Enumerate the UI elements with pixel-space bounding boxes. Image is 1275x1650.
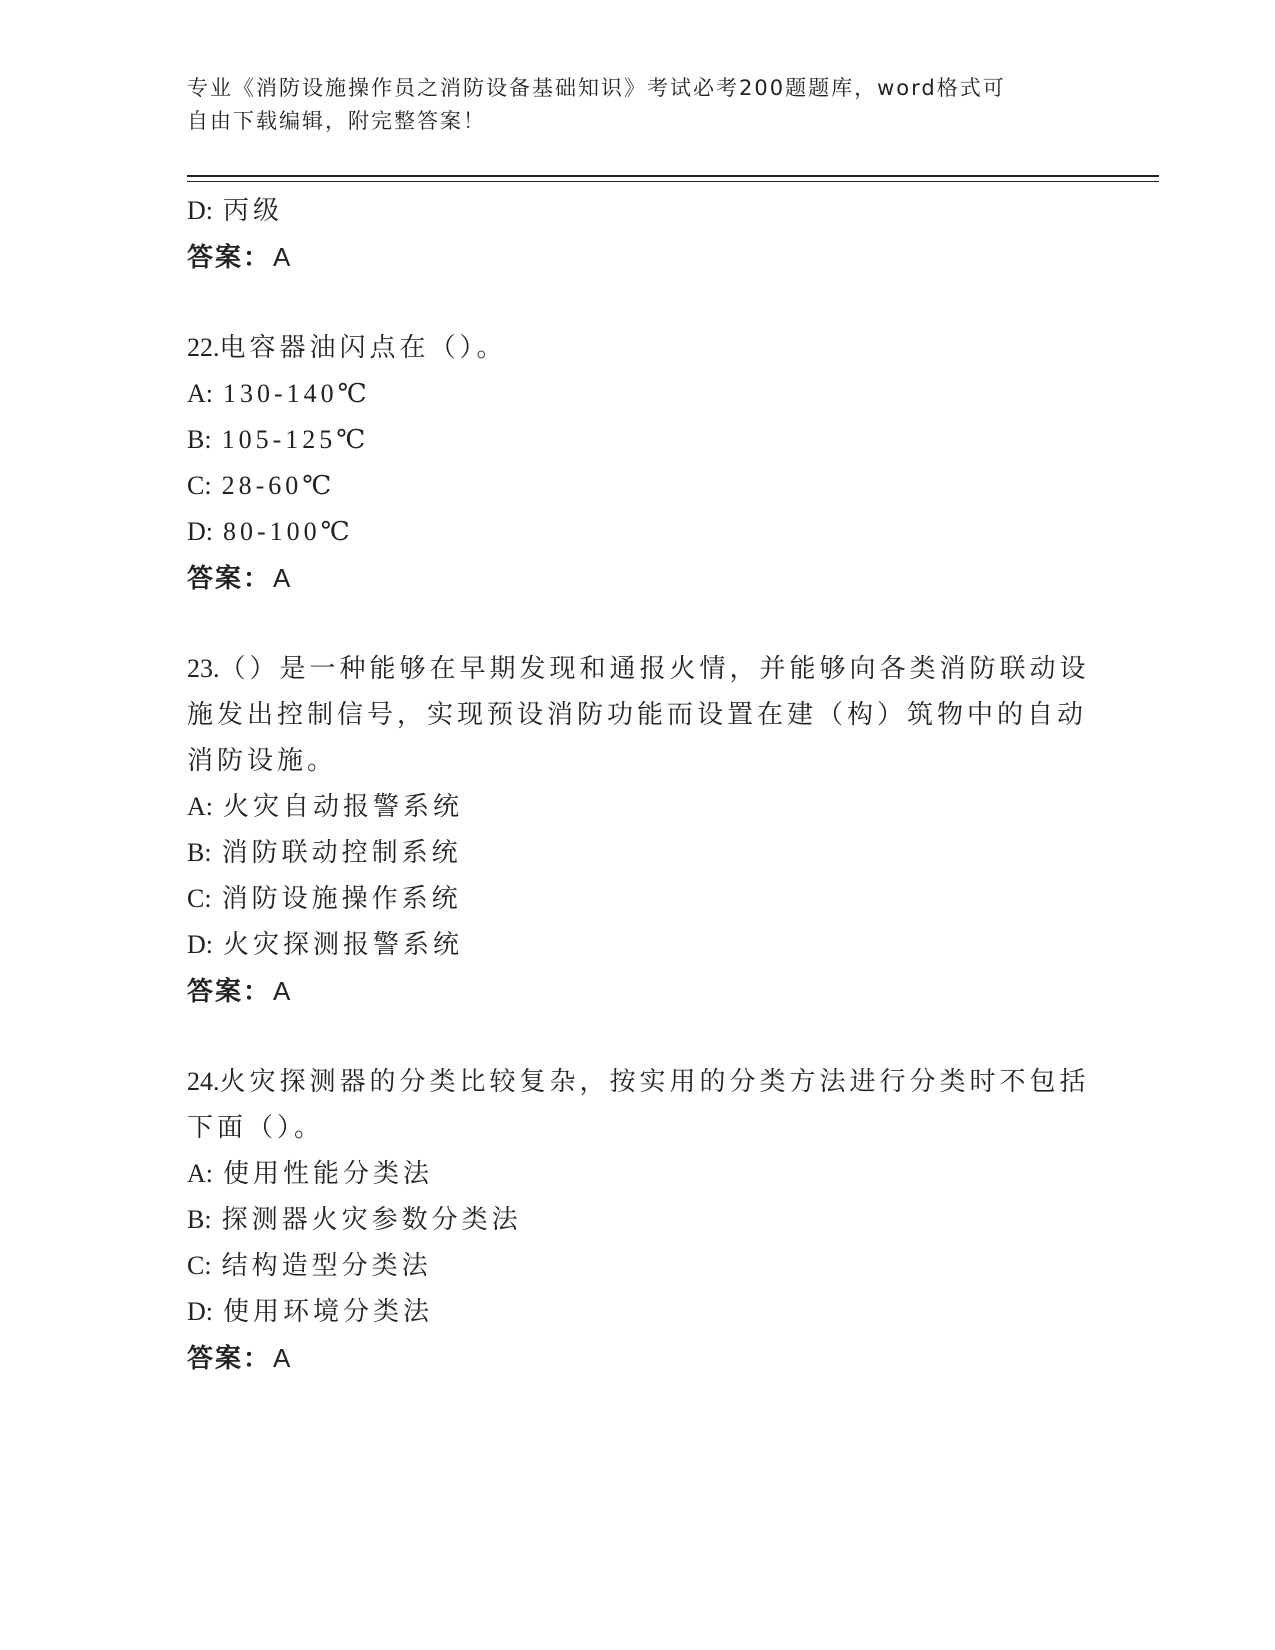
option-row [187,784,1087,830]
option-text: 火灾探测报警系统 [223,930,464,960]
option-row [187,509,1087,555]
option-text: 使用环境分类法 [223,1297,434,1327]
option-key: B: [187,1205,212,1234]
option-key: B: [187,425,212,454]
answer-label: 答案： [187,977,272,1007]
question-number: 23. [187,654,220,683]
option-text: 28-60℃ [221,471,336,500]
question-stem [187,646,1090,692]
header-divider-thick [187,175,1159,177]
question-gap [187,601,1087,646]
question-gap [187,1014,1087,1059]
option-key: B: [187,838,212,867]
option-key: C: [187,884,212,913]
option-key: D: [187,1297,213,1326]
option-text: 80-100℃ [223,517,354,546]
answer-row [187,968,1087,1014]
option-text: 105-125℃ [221,425,370,454]
question-text: （）是一种能够在早期发现和通报火情，并能够向各类消防联动设 [219,654,1090,684]
option-key: A: [187,792,213,821]
question-stem-continued [187,738,1087,784]
question-gap [187,280,1087,325]
question-text: 施发出控制信号，实现预设消防功能而设置在建（构）筑物中的自动 [187,700,1088,730]
option-text: 130-140℃ [223,379,371,408]
option-row [187,1197,1087,1243]
answer-row [187,555,1087,601]
option-row [187,922,1087,968]
header-line-2: 自由下载编辑，附完整答案！ [187,109,486,133]
option-key: D: [187,517,213,546]
option-row [187,188,1087,234]
document-header [187,72,1087,138]
option-row [187,371,1087,417]
option-key: C: [187,471,212,500]
answer-label: 答案： [187,1344,272,1374]
question-stem-continued [187,692,1087,738]
option-text: 使用性能分类法 [223,1159,434,1189]
option-key: C: [187,1251,212,1280]
option-text: 消防设施操作系统 [221,884,462,914]
option-row [187,876,1087,922]
option-text: 结构造型分类法 [221,1251,432,1281]
question-text: 消防设施。 [187,746,338,776]
option-row [187,1289,1087,1335]
question-stem [187,325,1087,371]
option-row [187,1151,1087,1197]
answer-label: 答案： [187,564,272,594]
question-stem-continued [187,1105,1087,1151]
option-text: 消防联动控制系统 [221,838,462,868]
option-row [187,830,1087,876]
answer-value: A [273,563,293,593]
answer-value: A [273,976,293,1006]
option-key: D: [187,930,213,959]
option-key: A: [187,1159,213,1188]
question-number: 22. [187,333,220,362]
answer-row [187,234,1087,280]
answer-row [187,1335,1087,1381]
question-text: 电容器油闪点在（）。 [219,333,507,363]
option-text: 火灾自动报警系统 [223,792,464,822]
option-row [187,417,1087,463]
option-row [187,1243,1087,1289]
question-text: 火灾探测器的分类比较复杂，按实用的分类方法进行分类时不包括 [219,1067,1090,1097]
question-stem [187,1059,1090,1105]
question-list [187,188,1090,1381]
option-text: 丙级 [223,196,284,226]
option-row [187,463,1087,509]
option-key: D: [187,196,213,225]
question-number: 24. [187,1067,220,1096]
header-line-1: 专业《消防设施操作员之消防设备基础知识》考试必考200题题库，word格式可 [187,76,1006,100]
question-text: 下面（）。 [187,1113,325,1143]
option-text: 探测器火灾参数分类法 [221,1205,522,1235]
answer-value: A [273,242,293,272]
option-key: A: [187,379,213,408]
answer-label: 答案： [187,243,272,273]
header-divider-thin [187,181,1159,182]
answer-value: A [273,1343,293,1373]
